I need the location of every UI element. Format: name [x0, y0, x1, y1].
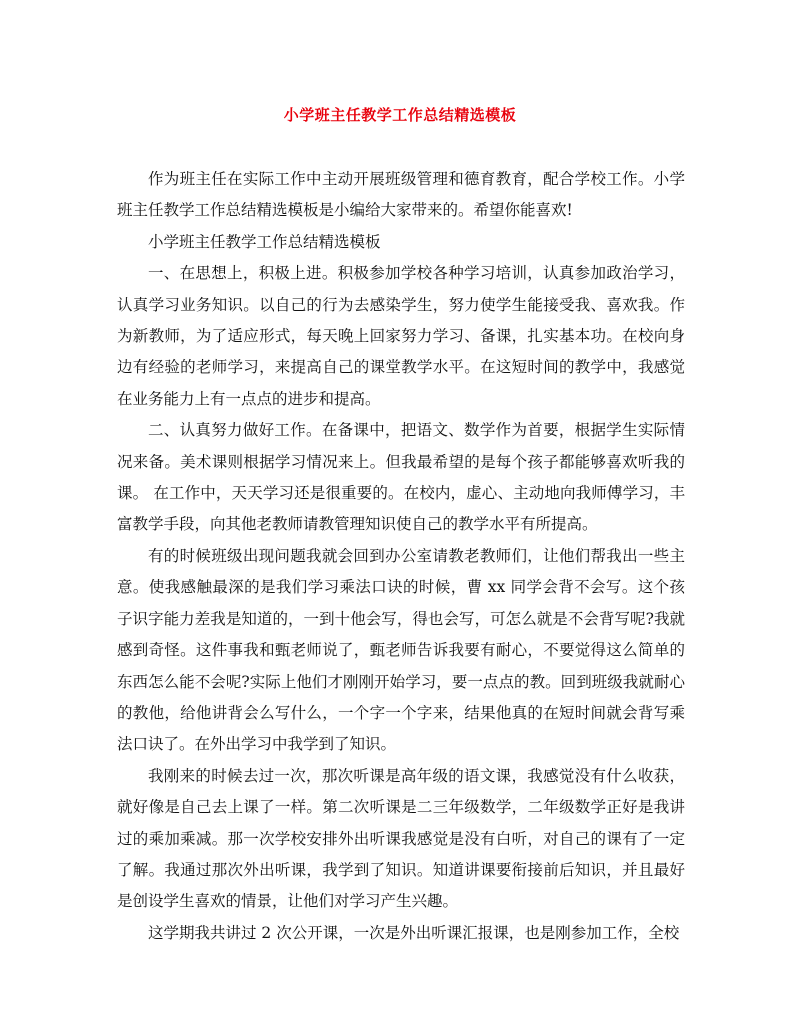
document-title: 小学班主任教学工作总结精选模板 — [283, 106, 517, 124]
paragraph-lessons: 我刚来的时候去过一次，那次听课是高年级的语文课，我感觉没有什么收获，就好像是自己去上课了一样。第二次听课是二三年级数学，二年级数学正好是我讲过的乘加乘减。那一次学校安排外出听课我感觉是没有白听，对自己的课有了一定了解。我通过那次外出听课，我学到了知识。知道讲课要衔接前后知识，并且最好是创设学生喜欢的情景，让他们对学习产生兴趣。 — [117, 766, 685, 911]
paragraph-work: 二、认真努力做好工作。在备课中，把语文、数学作为首要，根据学生实际情况来备。美术课则根据学习情况来上。但我最希望的是每个孩子都能够喜欢听我的课。 在工作中，天天学习还是很重要的。在校内，虚心、主动地向我师傅学习，丰富教学手段，向其他老教师请教管理知识使自己的教学水平有所提高。 — [117, 421, 685, 534]
paragraph-problem: 有的时候班级出现问题我就会回到办公室请教老教师们，让他们帮我出一些主意。使我感触最深的是我们学习乘法口诀的时候，曹 xx 同学会背不会写。这个孩子识字能力差我是知道的，一到十他会写，得也会写，可怎么就是不会背写呢?我就感到奇怪。这件事我和甄老师说了，甄老师告诉我要有耐心，不要觉得这么简单的东西怎么能不会呢?实际上他们才刚刚开始学习，要一点点的教。回到班级我就耐心的教他，给他讲背会么写什么，一个字一个字来，结果他真的在短时间就会背写乘法口诀了。在外出学习中我学到了知识。 — [117, 546, 685, 754]
document-body — [117, 164, 685, 949]
paragraph-thought: 一、在思想上，积极上进。积极参加学校各种学习培训，认真参加政治学习，认真学习业务知识。以自己的行为去感染学生，努力使学生能接受我、喜欢我。作为新教师，为了适应形式，每天晚上回家努力学习、备课，扎实基本功。在校向身边有经验的老师学习，来提高自己的课堂教学水平。在这短时间的教学中，我感觉在业务能力上有一点点的进步和提高。 — [117, 264, 685, 408]
paragraph-subtitle: 小学班主任教学工作总结精选模板 — [148, 232, 381, 251]
paragraph-public-class: 这学期我共讲过 2 次公开课，一次是外出听课汇报课，也是刚参加工作，全校 — [148, 923, 680, 942]
paragraph-intro: 作为班主任在实际工作中主动开展班级管理和德育教育，配合学校工作。小学班主任教学工作总结精选模板是小编给大家带来的。希望你能喜欢! — [117, 170, 685, 220]
